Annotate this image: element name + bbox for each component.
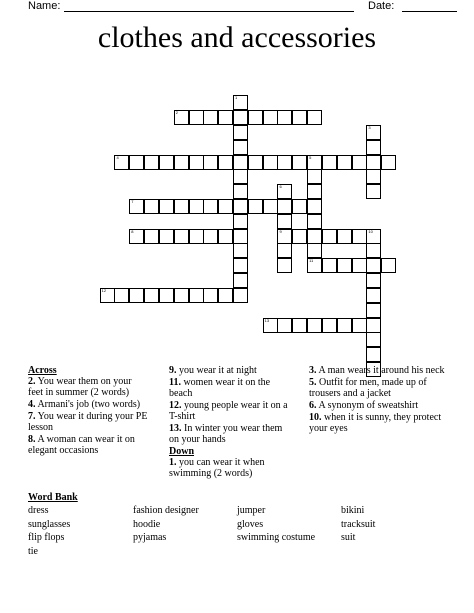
clue-text: A woman can wear it on elegant occasions [28, 434, 135, 456]
crossword-cell[interactable] [203, 288, 218, 303]
clue-text: young people wear it on a T-shirt [169, 400, 288, 422]
clue-number: 8 [131, 228, 134, 234]
crossword-cell[interactable] [233, 169, 248, 184]
crossword-cell[interactable] [307, 258, 322, 273]
crossword-cell[interactable] [114, 155, 129, 170]
word-bank-item: pyjamas [133, 532, 167, 543]
crossword-cell[interactable] [366, 229, 381, 244]
crossword-cell[interactable] [292, 155, 307, 170]
crossword-cell[interactable] [233, 110, 248, 125]
crossword-cell[interactable] [233, 229, 248, 244]
clue-num: 6. [309, 400, 317, 411]
crossword-cell[interactable] [337, 258, 352, 273]
crossword-cell[interactable] [366, 184, 381, 199]
name-label: Name: [28, 0, 61, 12]
crossword-cell[interactable] [292, 229, 307, 244]
crossword-cell[interactable] [292, 318, 307, 333]
word-bank-item: suit [341, 532, 356, 543]
crossword-cell[interactable] [307, 214, 322, 229]
crossword-cell[interactable] [174, 288, 189, 303]
crossword-cell[interactable] [307, 184, 322, 199]
clue-text: Outfit for men, made up of trousers and a jacket [309, 377, 427, 399]
crossword-cell[interactable] [366, 347, 381, 362]
crossword-cell[interactable] [233, 288, 248, 303]
crossword-cell[interactable] [277, 184, 292, 199]
crossword-cell[interactable] [233, 125, 248, 140]
crossword-cell[interactable] [233, 184, 248, 199]
crossword-cell[interactable] [129, 229, 144, 244]
crossword-cell[interactable] [174, 155, 189, 170]
crossword-cell[interactable] [277, 110, 292, 125]
crossword-cell[interactable] [114, 288, 129, 303]
crossword-cell[interactable] [307, 243, 322, 258]
clue-num: 5. [309, 377, 317, 388]
clue-text: when it is sunny, they protect your eyes [309, 412, 442, 434]
clue-num: 2. [28, 376, 36, 387]
across-clue [28, 434, 148, 456]
crossword-cell[interactable] [366, 273, 381, 288]
crossword-cell[interactable] [144, 155, 159, 170]
across-clue [28, 399, 148, 410]
middle-clues-column [169, 365, 294, 480]
clue-number: 2 [175, 110, 178, 116]
crossword-cell[interactable] [233, 258, 248, 273]
crossword-cell[interactable] [248, 199, 263, 214]
crossword-cell[interactable] [352, 318, 367, 333]
clue-num: 13. [169, 423, 182, 434]
crossword-cell[interactable] [189, 199, 204, 214]
crossword-cell[interactable] [203, 110, 218, 125]
crossword-cell[interactable] [159, 288, 174, 303]
crossword-cell[interactable] [307, 169, 322, 184]
clue-num: 9. [169, 365, 177, 376]
crossword-cell[interactable] [248, 110, 263, 125]
clue-number: 9 [279, 228, 282, 234]
across-clue [28, 411, 148, 433]
crossword-cell[interactable] [263, 318, 278, 333]
word-bank-item: fashion designer [133, 505, 199, 516]
crossword-cell[interactable] [322, 229, 337, 244]
down-clue [309, 400, 449, 411]
clue-text: A synonym of sweatshirt [316, 400, 419, 411]
clue-num: 4. [28, 399, 36, 410]
down-clue [309, 365, 449, 376]
clue-text: you wear it at night [176, 365, 257, 376]
page-title: clothes and accessories [97, 21, 377, 54]
crossword-cell[interactable] [129, 199, 144, 214]
clue-number: 1 [235, 95, 238, 101]
crossword-cell[interactable] [159, 229, 174, 244]
crossword-cell[interactable] [218, 199, 233, 214]
down-heading: Down [169, 446, 195, 457]
word-bank-item: bikini [341, 505, 365, 516]
crossword-cell[interactable] [277, 214, 292, 229]
crossword-cell[interactable] [277, 258, 292, 273]
crossword-cell[interactable] [218, 229, 233, 244]
crossword-cell[interactable] [277, 229, 292, 244]
crossword-cell[interactable] [159, 155, 174, 170]
crossword-cell[interactable] [233, 214, 248, 229]
down-clues-column [309, 365, 449, 435]
crossword-cell[interactable] [292, 199, 307, 214]
word-bank-item: tracksuit [341, 518, 376, 530]
clue-number: 4 [116, 154, 119, 160]
crossword-cell[interactable] [233, 155, 248, 170]
crossword-cell[interactable] [263, 110, 278, 125]
crossword-cell[interactable] [381, 258, 396, 273]
crossword-cell[interactable] [277, 318, 292, 333]
clue-number: 5 [309, 154, 312, 160]
crossword-cell[interactable] [174, 199, 189, 214]
crossword-cell[interactable] [129, 155, 144, 170]
crossword-cell[interactable] [322, 155, 337, 170]
word-bank-item: jumper [237, 505, 266, 516]
crossword-cell[interactable] [366, 288, 381, 303]
across-clue [169, 423, 294, 445]
across-clue [28, 376, 148, 398]
word-bank-item: gloves [237, 518, 264, 530]
across-clues-column [28, 365, 148, 457]
down-clue [169, 457, 294, 479]
crossword-cell[interactable] [203, 229, 218, 244]
clue-text: you can wear it when swimming (2 words) [169, 457, 265, 479]
crossword-cell[interactable] [159, 199, 174, 214]
date-line[interactable] [402, 11, 457, 12]
clue-number: 7 [131, 199, 134, 205]
across-clue [169, 400, 294, 422]
across-clue [169, 377, 294, 399]
crossword-cell[interactable] [352, 229, 367, 244]
crossword-cell[interactable] [366, 140, 381, 155]
crossword-cell[interactable] [307, 229, 322, 244]
clue-text: You wear it during your PE lesson [28, 411, 148, 433]
crossword-cell[interactable] [337, 229, 352, 244]
word-bank-item: flip flops [28, 532, 65, 543]
crossword-cell[interactable] [218, 110, 233, 125]
crossword-cell[interactable] [203, 199, 218, 214]
down-clue [309, 377, 449, 399]
crossword-cell[interactable] [129, 288, 144, 303]
crossword-cell[interactable] [366, 318, 381, 333]
crossword-cell[interactable] [233, 273, 248, 288]
crossword-cell[interactable] [352, 258, 367, 273]
crossword-cell[interactable] [233, 199, 248, 214]
name-line[interactable] [64, 11, 354, 12]
word-bank-item: swimming costume [237, 532, 316, 543]
crossword-cell[interactable] [189, 110, 204, 125]
clue-number: 6 [279, 184, 282, 190]
crossword-cell[interactable] [366, 303, 381, 318]
crossword-cell[interactable] [174, 229, 189, 244]
crossword-cell[interactable] [366, 155, 381, 170]
crossword-cell[interactable] [337, 318, 352, 333]
date-label: Date: [368, 0, 395, 12]
clue-number: 11 [309, 258, 314, 264]
clue-text: women wear it on the beach [169, 377, 271, 399]
word-bank-item: hoodie [133, 518, 161, 530]
crossword-cell[interactable] [337, 155, 352, 170]
clue-num: 8. [28, 434, 36, 445]
crossword-cell[interactable] [233, 140, 248, 155]
clue-number: 3 [368, 124, 371, 130]
clue-text: Armani's job (two words) [35, 399, 141, 410]
clue-text: A man wears it around his neck [316, 365, 445, 376]
crossword-cell[interactable] [218, 288, 233, 303]
crossword-cell[interactable] [218, 155, 233, 170]
clue-num: 10. [309, 412, 322, 423]
crossword-cell[interactable] [263, 199, 278, 214]
crossword-cell[interactable] [366, 125, 381, 140]
crossword-cell[interactable] [100, 288, 115, 303]
word-bank-title: Word Bank [28, 492, 78, 503]
crossword-cell[interactable] [189, 288, 204, 303]
crossword-cell[interactable] [322, 318, 337, 333]
crossword-cell[interactable] [144, 199, 159, 214]
crossword-cell[interactable] [189, 155, 204, 170]
crossword-cell[interactable] [203, 155, 218, 170]
crossword-cell[interactable] [189, 229, 204, 244]
crossword-cell[interactable] [292, 110, 307, 125]
clue-num: 7. [28, 411, 36, 422]
crossword-cell[interactable] [366, 243, 381, 258]
clue-num: 1. [169, 457, 177, 468]
crossword-cell[interactable] [307, 155, 322, 170]
clue-number: 12 [101, 287, 107, 293]
across-heading: Across [28, 365, 57, 376]
clue-text: You wear them on your feet in summer (2 words) [28, 376, 132, 398]
crossword-cell[interactable] [263, 155, 278, 170]
crossword-cell[interactable] [277, 155, 292, 170]
clue-num: 11. [169, 377, 181, 388]
crossword-cell[interactable] [307, 318, 322, 333]
word-bank-item: dress [28, 505, 49, 516]
clue-number: 13 [264, 317, 270, 323]
down-clue [309, 412, 449, 434]
crossword-cell[interactable] [366, 258, 381, 273]
crossword-cell[interactable] [277, 243, 292, 258]
crossword-cell[interactable] [248, 155, 263, 170]
crossword-cell[interactable] [322, 258, 337, 273]
clue-num: 3. [309, 365, 317, 376]
clue-text: In winter you wear them on your hands [169, 423, 283, 445]
across-clue [169, 365, 294, 376]
clue-num: 12. [169, 400, 182, 411]
crossword-cell[interactable] [307, 110, 322, 125]
crossword-cell[interactable] [366, 169, 381, 184]
crossword-cell[interactable] [174, 110, 189, 125]
word-bank-item: tie [28, 545, 38, 557]
crossword-cell[interactable] [277, 199, 292, 214]
crossword-cell[interactable] [366, 332, 381, 347]
crossword-cell[interactable] [233, 243, 248, 258]
crossword-cell[interactable] [381, 155, 396, 170]
clue-number: 10 [368, 228, 373, 234]
crossword-cell[interactable] [144, 229, 159, 244]
word-bank-item: sunglasses [28, 518, 71, 530]
crossword-cell[interactable] [144, 288, 159, 303]
crossword-cell[interactable] [352, 155, 367, 170]
crossword-cell[interactable] [307, 199, 322, 214]
crossword-cell[interactable] [233, 95, 248, 110]
